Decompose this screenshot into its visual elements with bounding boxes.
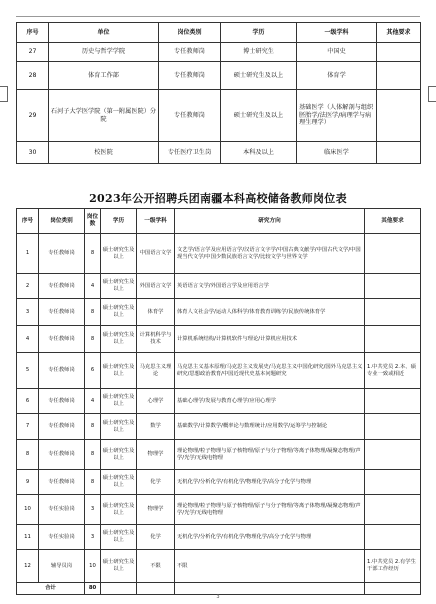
- subject-cell: 计算机科学与技术: [137, 326, 175, 353]
- table-title: 2023年公开招聘兵团南疆本科高校储备教师岗位表: [89, 192, 347, 205]
- header-cell: 岗位类别: [39, 209, 85, 234]
- direction-cell: 计算机系统结构/计算机软件与理论/计算机应用技术: [175, 326, 365, 353]
- count-cell: 8: [85, 440, 101, 470]
- category-cell: 专任教师岗: [39, 389, 85, 414]
- other-cell: [377, 62, 421, 90]
- degree-cell: 硕士研究生及以上: [101, 234, 137, 274]
- row-number: 5: [17, 353, 39, 389]
- other-cell: [377, 142, 421, 164]
- degree-cell: 硕士研究生及以上: [221, 62, 297, 90]
- unit-cell: 体育工作部: [49, 62, 159, 90]
- direction-cell: 理论物理/粒子物理与原子核物理/原子与分子物理/等离子体物理/凝聚态物理/声学/光学/无线电物理: [175, 440, 365, 470]
- header-cell: 一级学科: [297, 23, 377, 43]
- header-cell: 学历: [101, 209, 137, 234]
- unit-cell: 历史与哲学学院: [49, 43, 159, 62]
- category-cell: 专任实验岗: [39, 495, 85, 525]
- degree-cell: 硕士研究生及以上: [101, 389, 137, 414]
- table-row: [17, 43, 421, 62]
- table-row: [17, 470, 421, 495]
- other-requirements-cell: [365, 299, 421, 326]
- category-cell: 专任教师岗: [159, 43, 221, 62]
- direction-cell: 无机化学/分析化学/有机化学/物理化学/高分子化学与物理: [175, 470, 365, 495]
- category-cell: 辅导员岗: [39, 550, 85, 583]
- unit-cell: 校医院: [49, 142, 159, 164]
- subject-cell: 化学: [137, 470, 175, 495]
- other-requirements-cell: [365, 525, 421, 550]
- reserve-teacher-positions-table: [16, 208, 421, 595]
- direction-cell: 文艺学/语言学及应用语言学/汉语言文字学/中国古典文献学/中国古代文学/中国现当代文学/中国少数民族语言文学/比较文学与世界文学: [175, 234, 365, 274]
- degree-cell: 硕士研究生及以上: [101, 470, 137, 495]
- row-number: 29: [17, 90, 49, 142]
- header-cell: 单位: [49, 23, 159, 43]
- degree-cell: 硕士研究生及以上: [101, 353, 137, 389]
- row-number: 11: [17, 525, 39, 550]
- header-cell: 其他要求: [377, 23, 421, 43]
- subject-cell: 体育学: [137, 299, 175, 326]
- table-row: [17, 414, 421, 440]
- table-row: [17, 550, 421, 583]
- table-row: [17, 525, 421, 550]
- other-requirements-cell: [365, 234, 421, 274]
- subject-cell: 化学: [137, 525, 175, 550]
- category-cell: 专任教师岗: [39, 274, 85, 299]
- other-requirements-cell: [365, 389, 421, 414]
- subject-cell: 体育学: [297, 62, 377, 90]
- other-requirements-cell: [365, 470, 421, 495]
- table-row: [17, 440, 421, 470]
- count-cell: 4: [85, 389, 101, 414]
- category-cell: 专任教师岗: [159, 90, 221, 142]
- degree-cell: 硕士研究生及以上: [101, 299, 137, 326]
- count-cell: 4: [85, 274, 101, 299]
- category-cell: 专任教师岗: [39, 470, 85, 495]
- table-row: [17, 326, 421, 353]
- row-number: 12: [17, 550, 39, 583]
- row-number: 3: [17, 299, 39, 326]
- total-label: 合计: [17, 583, 85, 595]
- table-row: [17, 299, 421, 326]
- unit-cell: 石河子大学医学院（第一附属医院）分院: [49, 90, 159, 142]
- count-cell: 8: [85, 234, 101, 274]
- category-cell: 专任教师岗: [39, 414, 85, 440]
- header-cell: 学历: [221, 23, 297, 43]
- degree-cell: 硕士研究生及以上: [101, 440, 137, 470]
- header-cell: 序号: [17, 209, 39, 234]
- count-cell: 3: [85, 495, 101, 525]
- category-cell: 专任教师岗: [39, 326, 85, 353]
- category-cell: 专任医疗卫生岗: [159, 142, 221, 164]
- table-row: [17, 353, 421, 389]
- category-cell: 专任实验岗: [39, 525, 85, 550]
- other-requirements-cell: 1.中共党员 2.本、硕专业一致或相近: [365, 353, 421, 389]
- subject-cell: 外国语言文学: [137, 274, 175, 299]
- row-number: 2: [17, 274, 39, 299]
- direction-cell: 基础数学/计算数学/概率论与数理统计/应用数学/运筹学与控制论: [175, 414, 365, 440]
- degree-cell: 硕士研究生及以上: [221, 90, 297, 142]
- empty-cell: [137, 583, 175, 595]
- other-requirements-cell: [365, 495, 421, 525]
- count-cell: 6: [85, 353, 101, 389]
- table-row: [17, 234, 421, 274]
- direction-cell: 体育人文社会学/运动人体科学/体育教育训练学/民族传统体育学: [175, 299, 365, 326]
- count-cell: 3: [85, 525, 101, 550]
- other-requirements-cell: [365, 274, 421, 299]
- row-number: 8: [17, 440, 39, 470]
- header-cell: 岗位数: [85, 209, 101, 234]
- direction-cell: 理论物理/粒子物理与原子核物理/原子与分子物理/等离子体物理/凝聚态物理/声学/光学/无线电物理: [175, 495, 365, 525]
- degree-cell: 硕士研究生及以上: [101, 495, 137, 525]
- degree-cell: 博士研究生: [221, 43, 297, 62]
- subject-cell: 不限: [137, 550, 175, 583]
- other-requirements-cell: [365, 440, 421, 470]
- direction-cell: 马克思主义基本原理/马克思主义发展史/马克思主义中国化研究/国外马克思主义研究/思想政治教育/中国近现代史基本问题研究: [175, 353, 365, 389]
- other-requirements-cell: [365, 326, 421, 353]
- empty-cell: [101, 583, 137, 595]
- empty-cell: [365, 583, 421, 595]
- other-cell: [377, 90, 421, 142]
- total-value: 80: [85, 583, 101, 595]
- count-cell: 10: [85, 550, 101, 583]
- count-cell: 8: [85, 326, 101, 353]
- positions-table-continued: [16, 22, 421, 164]
- degree-cell: 硕士研究生及以上: [101, 326, 137, 353]
- other-cell: [377, 43, 421, 62]
- subject-cell: 中国语言文学: [137, 234, 175, 274]
- left-scroll-marker: [0, 86, 8, 102]
- direction-cell: 英语语言文学/外国语言学及应用语言学: [175, 274, 365, 299]
- right-scroll-marker: [428, 86, 436, 102]
- header-cell: 一级学科: [137, 209, 175, 234]
- row-number: 1: [17, 234, 39, 274]
- direction-cell: 基础心理学/发展与教育心理学/应用心理学: [175, 389, 365, 414]
- direction-cell: 无机化学/分析化学/有机化学/物理化学/高分子化学与物理: [175, 525, 365, 550]
- row-number: 7: [17, 414, 39, 440]
- subject-cell: 马克思主义理论: [137, 353, 175, 389]
- row-number: 27: [17, 43, 49, 62]
- page-number: 3: [216, 594, 220, 600]
- subject-cell: 临床医学: [297, 142, 377, 164]
- direction-cell: 不限: [175, 550, 365, 583]
- page-top-rule: [16, 16, 420, 17]
- table-header-row: [17, 23, 421, 43]
- other-requirements-cell: [365, 414, 421, 440]
- subject-cell: 心理学: [137, 389, 175, 414]
- row-number: 9: [17, 470, 39, 495]
- header-cell: 其他要求: [365, 209, 421, 234]
- row-number: 28: [17, 62, 49, 90]
- table-row: [17, 142, 421, 164]
- header-cell: 序号: [17, 23, 49, 43]
- category-cell: 专任教师岗: [39, 299, 85, 326]
- count-cell: 8: [85, 414, 101, 440]
- total-row: [17, 583, 421, 595]
- table-header-row: [17, 209, 421, 234]
- subject-cell: 中国史: [297, 43, 377, 62]
- other-requirements-cell: 1.中共党员 2.有学生干部工作经历: [365, 550, 421, 583]
- row-number: 4: [17, 326, 39, 353]
- row-number: 30: [17, 142, 49, 164]
- subject-cell: 物理学: [137, 495, 175, 525]
- category-cell: 专任教师岗: [159, 62, 221, 90]
- header-cell: 岗位类别: [159, 23, 221, 43]
- degree-cell: 本科及以上: [221, 142, 297, 164]
- table-row: [17, 274, 421, 299]
- degree-cell: 硕士研究生及以上: [101, 274, 137, 299]
- degree-cell: 硕士研究生及以上: [101, 525, 137, 550]
- count-cell: 8: [85, 299, 101, 326]
- empty-cell: [175, 583, 365, 595]
- degree-cell: 硕士研究生及以上: [101, 550, 137, 583]
- category-cell: 专任教师岗: [39, 234, 85, 274]
- table-row: [17, 62, 421, 90]
- row-number: 6: [17, 389, 39, 414]
- category-cell: 专任教师岗: [39, 353, 85, 389]
- table-row: [17, 389, 421, 414]
- category-cell: 专任教师岗: [39, 440, 85, 470]
- row-number: 10: [17, 495, 39, 525]
- header-cell: 研究方向: [175, 209, 365, 234]
- table-row: [17, 90, 421, 142]
- degree-cell: 硕士研究生及以上: [101, 414, 137, 440]
- count-cell: 8: [85, 470, 101, 495]
- table-row: [17, 495, 421, 525]
- subject-cell: 基础医学（人体解剖与组织胚胎学/法医学/病理学与病理生理学）: [297, 90, 377, 142]
- subject-cell: 物理学: [137, 440, 175, 470]
- subject-cell: 数学: [137, 414, 175, 440]
